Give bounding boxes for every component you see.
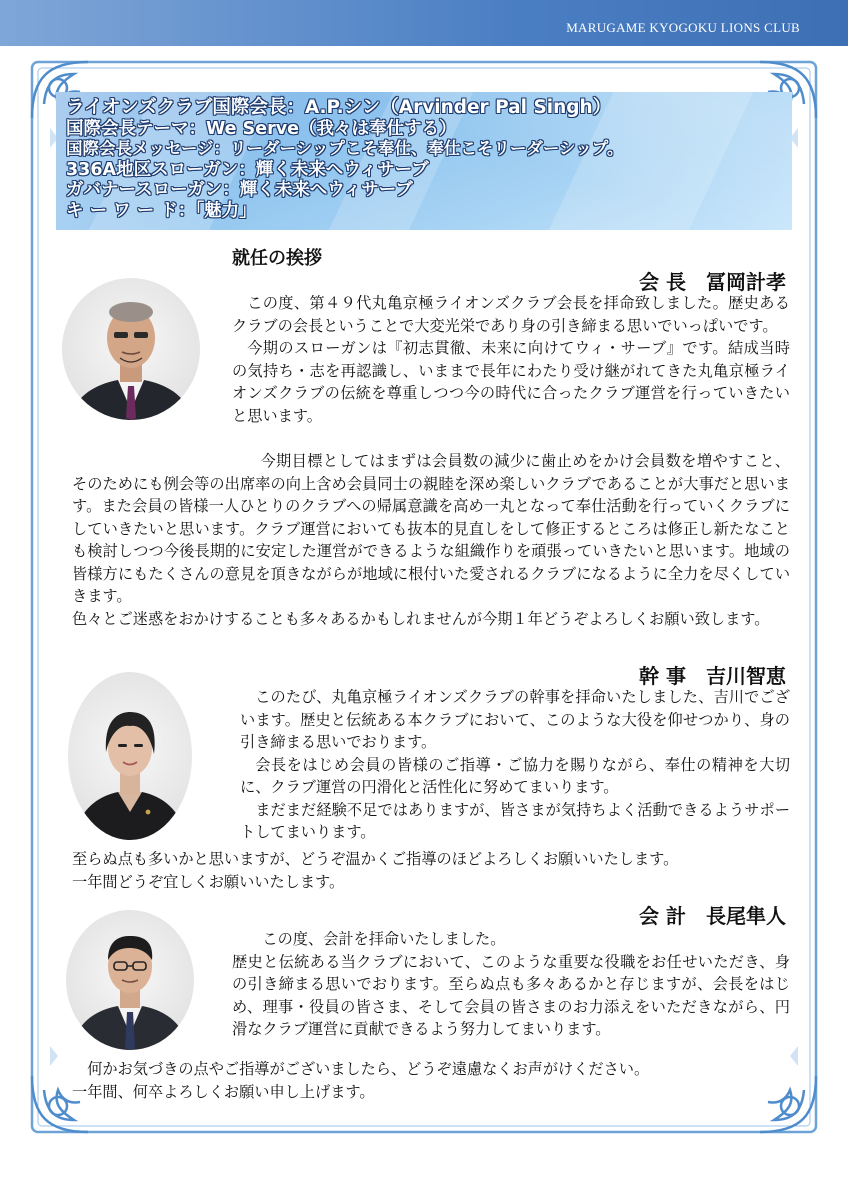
secretary-paragraph-4: 至らぬ点も多いかと思いますが、どうぞ温かくご指導のほどよろしくお願いいたします。 (72, 850, 679, 868)
treasurer-role-name: 会 計 長尾隼人 (639, 904, 786, 928)
secretary-photo (68, 672, 192, 840)
secretary-role-name: 幹 事 吉川智恵 (639, 664, 786, 688)
president-text-body (72, 450, 790, 630)
treasurer-paragraph-2: 歴史と伝統ある当クラブにおいて、このような重要な役職をお任せいただき、身の引き締まる思いでおります。至らぬ点も多々あるかと存じますが、会長をはじめ、理事・役員の皆さま、そして会員の皆さまのお力添えをいただきながら、円滑なクラブ運営に貢献できるよう努力してまいります。 (232, 952, 790, 1038)
secretary-paragraph-1: このたび、丸亀京極ライオンズクラブの幹事を拝命いたしました、吉川でございます。歴史と伝統ある本クラブにおいて、このような大役を仰せつかり、身の引き締まる思いでおります。 (240, 688, 790, 751)
secretary-text-intro (240, 686, 790, 844)
president-role-name: 会 長 冨岡計孝 (639, 270, 786, 294)
treasurer-paragraph-4: 一年間、何卒よろしくお願い申し上げます。 (72, 1082, 375, 1101)
secretary-paragraph-3: まだまだ経験不足ではありますが、皆さまが気持ちよく活動できるようサポートしてまいります。 (240, 800, 790, 841)
treasurer-paragraph-3: 何かお気づきの点やご指導がございましたら、どうぞ遠慮なくお声がけください。 (87, 1060, 650, 1078)
president-paragraph-2: 今期のスローガンは『初志貫徹、未来に向けてウィ・サーブ』です。結成当時の気持ち・志を再認識し、いままで長年にわたり受け継がれてきた丸亀京極ライオンズクラブの伝統を尊重しつつ今の時代に合ったクラブ運営を行っていきたいと思います。 (232, 339, 790, 425)
president-photo (62, 278, 200, 420)
banner-line-keyword: キ ー ワ ー ド：「魅力」 (66, 200, 257, 221)
banner-line-president: ライオンズクラブ国際会長：A.P.シン（Arvinder Pal Singh） (66, 97, 612, 118)
secretary-paragraph-2: 会長をはじめ会員の皆様のご指導・ご協力を賜りながら、奉仕の精神を大切に、クラブ運営の円滑化と活性化に努めてまいります。 (240, 755, 790, 796)
club-name: MARUGAME KYOGOKU LIONS CLUB (566, 20, 800, 35)
president-paragraph-1: この度、第４９代丸亀京極ライオンズクラブ会長を拝命致しました。歴史あるクラブの会長ということで大変光栄であり身の引き締まる思いでいっぱいです。 (232, 294, 790, 335)
treasurer-paragraph-1: この度、会計を拝命いたしました。 (262, 930, 506, 948)
banner-line-district-slogan: 336A地区スローガン：輝く未来へウィサーブ (66, 159, 429, 180)
section-title: 就任の挨拶 (232, 248, 322, 269)
theme-banner (56, 92, 792, 230)
president-paragraph-3: 今期目標としてはまずは会員数の減少に歯止めをかけ会員数を増やすこと、そのためにも例会等の出席率の向上含め会員同士の親睦を深め楽しいクラブであることが大事だと思います。また会員の皆様一人ひとりのクラブへの帰属意識を高め一丸となって奉仕活動を行っていくクラブにしていきたいと思います。クラブ運営においても抜本的見直しをして修正するところは修正し新たなことも検討しつつ今後長期的に安定した運営ができるような組織作りを頑張っていきたいと思います。地域の皆様方にもたくさんの意見を頂きながらが地域に根付いた愛されるクラブになるように全力を尽くしていきます。 (72, 452, 791, 605)
treasurer-text-intro (232, 928, 790, 1041)
header-bar (0, 0, 848, 46)
treasurer-text-body (72, 1058, 790, 1103)
president-paragraph-4: 色々とご迷惑をおかけすることも多々あるかもしれませんが今期１年どうぞよろしくお願い致します。 (72, 609, 770, 628)
banner-line-theme: 国際会長テーマ：We Serve（我々は奉仕する） (66, 118, 457, 139)
banner-line-message: 国際会長メッセージ：リーダーシップこそ奉仕、奉仕こそリーダーシップ。 (66, 139, 624, 158)
banner-line-governor-slogan: ガバナースローガン：輝く未来へウィサーブ (66, 180, 413, 200)
treasurer-photo (66, 910, 194, 1050)
secretary-text-body (72, 848, 790, 893)
president-text-intro (232, 292, 790, 427)
secretary-paragraph-5: 一年間どうぞ宜しくお願いいたします。 (72, 872, 345, 891)
